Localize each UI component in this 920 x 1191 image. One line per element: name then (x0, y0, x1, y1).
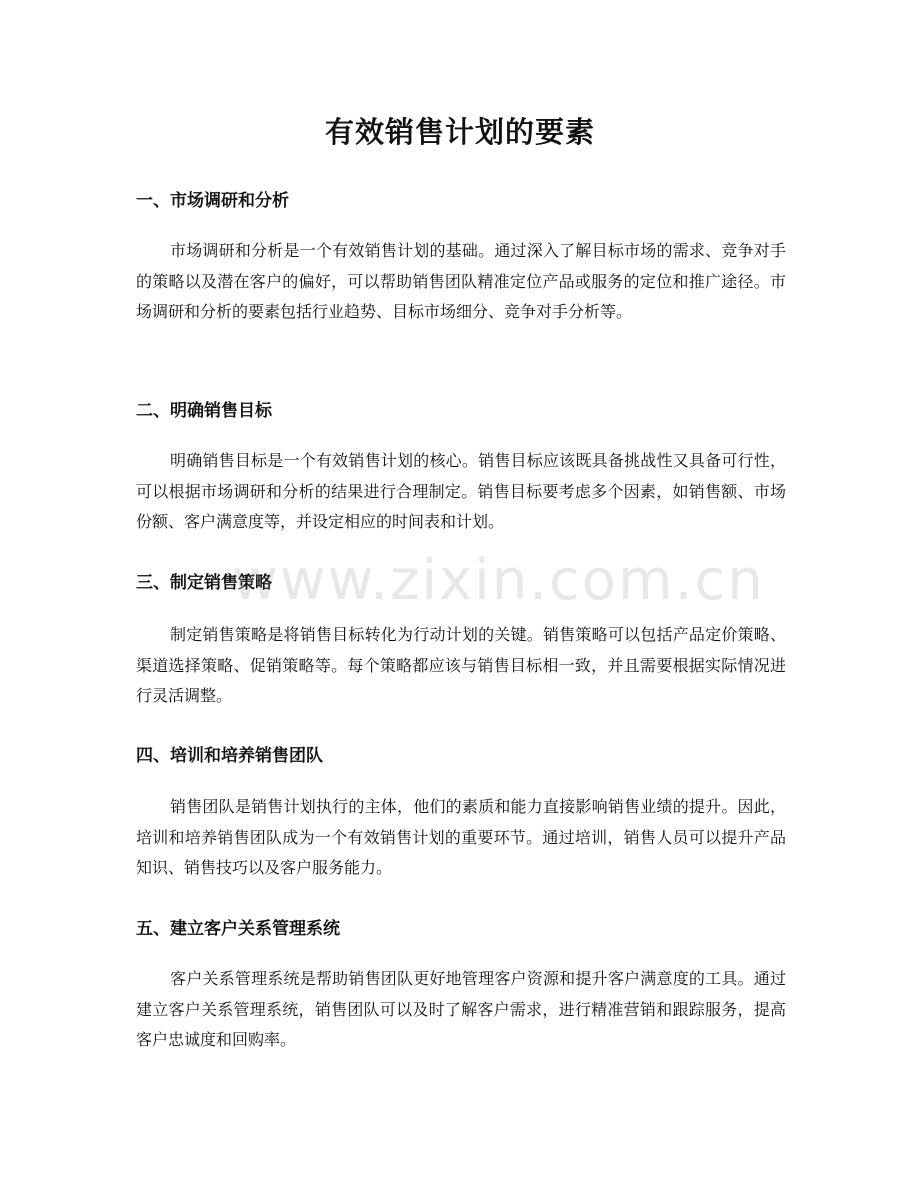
watermark-text: www.zixin.com.cn (232, 548, 765, 613)
section-heading-2: 二、明确销售目标 (136, 401, 272, 421)
section-heading-4: 四、培训和培养销售团队 (136, 746, 323, 766)
document-title: 有效销售计划的要素 (324, 115, 595, 149)
section-body-3: 制定销售策略是将销售目标转化为行动计划的关键。销售策略可以包括产品定价策略、渠道选择策略、促销策略等。每个策略都应该与销售目标相一致，并且需要根据实际情况进行灵活调整。 (136, 625, 786, 705)
section-heading-1: 一、市场调研和分析 (136, 191, 289, 211)
section-heading-5: 五、建立客户关系管理系统 (136, 919, 340, 939)
section-body-5: 客户关系管理系统是帮助销售团队更好地管理客户资源和提升客户满意度的工具。通过建立客户关系管理系统，销售团队可以及时了解客户需求，进行精准营销和跟踪服务，提高客户忠诚度和回购率。 (136, 969, 786, 1049)
section-body-1: 市场调研和分析是一个有效销售计划的基础。通过深入了解目标市场的需求、竞争对手的策略以及潜在客户的偏好，可以帮助销售团队精准定位产品或服务的定位和推广途径。市场调研和分析的要素包括行业趋势、目标市场细分、竞争对手分析等。 (136, 241, 786, 321)
section-body-4: 销售团队是销售计划执行的主体，他们的素质和能力直接影响销售业绩的提升。因此，培训和培养销售团队成为一个有效销售计划的重要环节。通过培训，销售人员可以提升产品知识、销售技巧以及客户服务能力。 (136, 797, 786, 877)
section-heading-3: 三、制定销售策略 (136, 573, 272, 593)
section-body-2: 明确销售目标是一个有效销售计划的核心。销售目标应该既具备挑战性又具备可行性，可以根据市场调研和分析的结果进行合理制定。销售目标要考虑多个因素，如销售额、市场份额、客户满意度等，并设定相应的时间表和计划。 (136, 451, 786, 531)
